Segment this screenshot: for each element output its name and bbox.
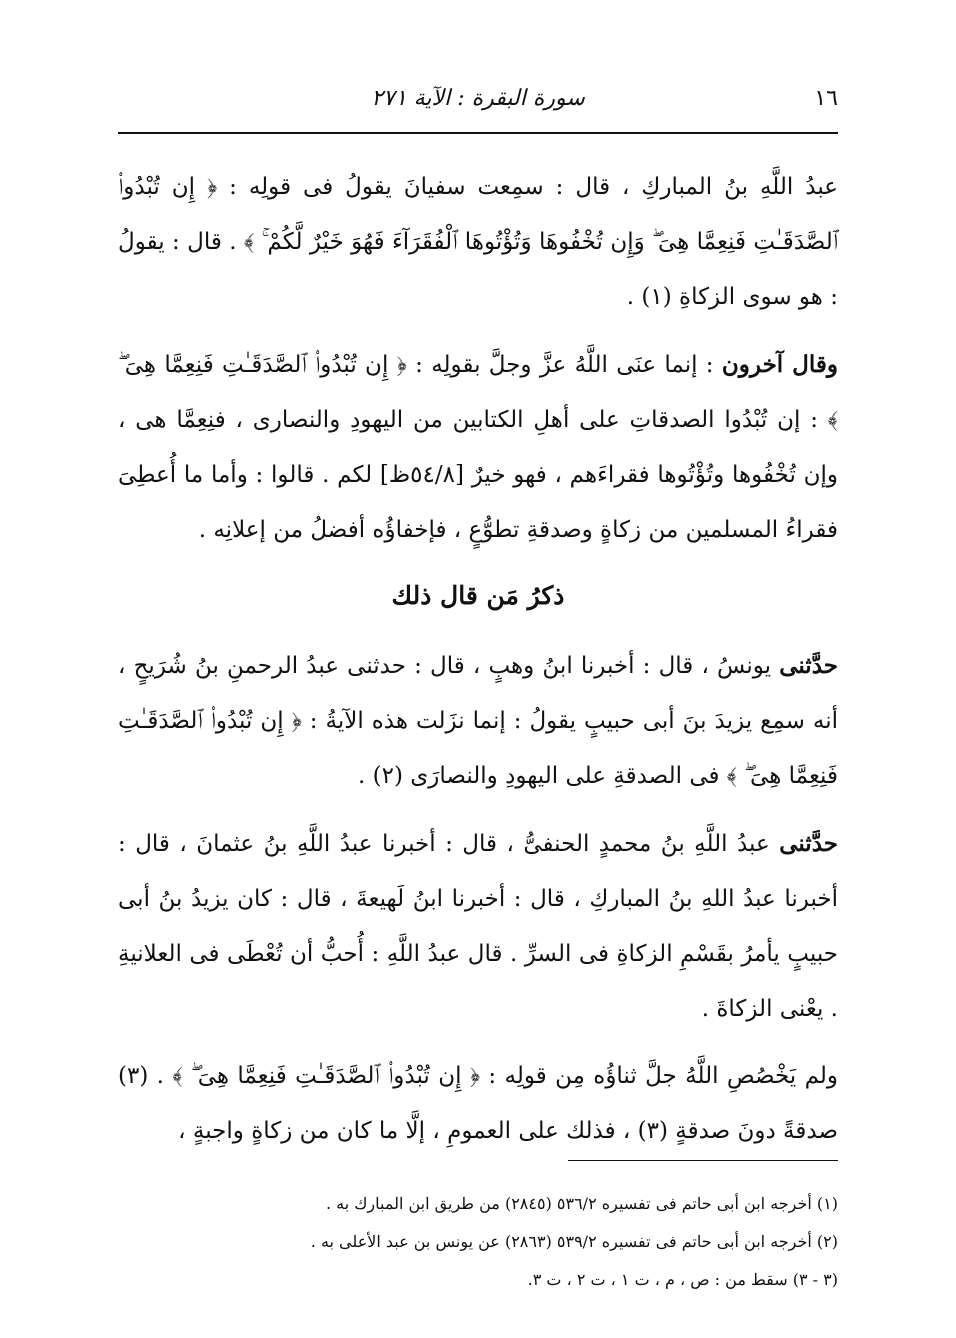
paragraph-4-lead: حدَّثنى: [779, 830, 838, 857]
paragraph-3: [118, 638, 838, 804]
body-text: [118, 160, 838, 1171]
footnote-1: (١) أخرجه ابن أبى حاتم فى تفسيره ٥٣٦/٢ (٢٨٤٥) من طريق ابن المبارك به .: [325, 1194, 838, 1213]
page-number: ١٦: [814, 86, 838, 111]
paragraph-2-lead: وقال آخرون: [721, 351, 839, 378]
footnotes: [118, 1185, 838, 1299]
paragraph-4-text: عبدُ اللَّهِ بنُ محمدٍ الحنفىُّ ، قال : أخبرنا عبدُ اللَّهِ بنُ عثمانَ ، قال : أخبرنا عبدُ اللهِ بنُ المباركِ ، قال : أخبرنا ابنُ لَهيعةَ ، قال : كان يزيدُ بنُ أبى حبيبٍ يأمرُ بقَسْمِ الزكاةِ فى السرِّ . قال عبدُ اللَّهِ : أُحبُّ أن تُعْطَى فى العلانيةِ . يعْنى الزكاةَ .: [118, 831, 838, 1022]
paragraph-3-text: يونسُ ، قال : أخبرنا ابنُ وهبٍ ، قال : حدثنى عبدُ الرحمنِ بنُ شُرَيحٍ ، أنه سمِع يزيدَ بنَ أبى حبيبٍ يقولُ : إنما نزَلت هذه الآيةُ : ﴿ إِن تُبْدُوا۟ ٱلصَّدَقَـٰتِ فَنِعِمَّا هِىَ ۖ ﴾ فى الصدقةِ على اليهودِ والنصارَى (٢) .: [118, 653, 838, 789]
header-rule: [118, 132, 838, 134]
paragraph-1: عبدُ اللَّهِ بنُ المباركِ ، قال : سمِعت سفيانَ يقولُ فى قولِه : ﴿ إِن تُبْدُوا۟ ٱلصَّدَقَـٰتِ فَنِعِمَّا هِىَ ۖ وَإِن تُخْفُوهَا وَتُؤْتُوهَا ٱلْفُقَرَآءَ فَهُوَ خَيْرٌ لَّكُمْ ۚ ﴾ . قال : يقولُ : هو سوى الزكاةِ (١) .: [118, 174, 838, 310]
paragraph-2-text: : إنما عنَى اللَّهُ عزَّ وجلَّ بقولِه : ﴿ إِن تُبْدُوا۟ ٱلصَّدَقَـٰتِ فَنِعِمَّا هِىَ ۖ ﴾ : إن تُبْدُوا الصدقاتِ على أهلِ الكتابين من اليهودِ والنصارى ، فنِعِمَّا هى ، وإن تُخْفُوها وتُؤْتُوها فقراءَهم ، فهو خيرٌ [٥٤/٨ظ] لكم . قالوا : وأما ما أُعطِىَ فقراءُ المسلمين من زكاةٍ وصدقةِ تطوُّعٍ ، فإخفاؤُه أفضلُ من إعلانِه .: [118, 352, 838, 543]
footnote-rule: [568, 1160, 838, 1161]
paragraph-2: [118, 337, 838, 558]
footnote-3: (٣ - ٣) سقط من : ص ، م ، ت ١ ، ت ٢ ، ت ٣.: [527, 1270, 838, 1289]
paragraph-5: ولم يَخْصُصِ اللَّهُ جلَّ ثناؤُه مِن قولِه : ﴿ إِن تُبْدُوا۟ ٱلصَّدَقَـٰتِ فَنِعِمَّا هِىَ ۖ ﴾ . (٣) صدقةً دونَ صدقةٍ (٣) ، فذلك على العمومِ ، إلَّا ما كان من زكاةٍ واجبةٍ ،: [118, 1063, 838, 1144]
paragraph-4: [118, 816, 838, 1037]
footnote-2: (٢) أخرجه ابن أبى حاتم فى تفسيره ٥٣٩/٢ (٢٨٦٣) عن يونس بن عبد الأعلى به .: [310, 1232, 838, 1251]
section-heading: ذكرُ مَن قال ذلك: [391, 581, 565, 610]
paragraph-3-lead: حدَّثنى: [779, 652, 838, 679]
running-title: سورة البقرة : الآية ٢٧١: [371, 86, 585, 111]
running-head: [118, 82, 838, 122]
